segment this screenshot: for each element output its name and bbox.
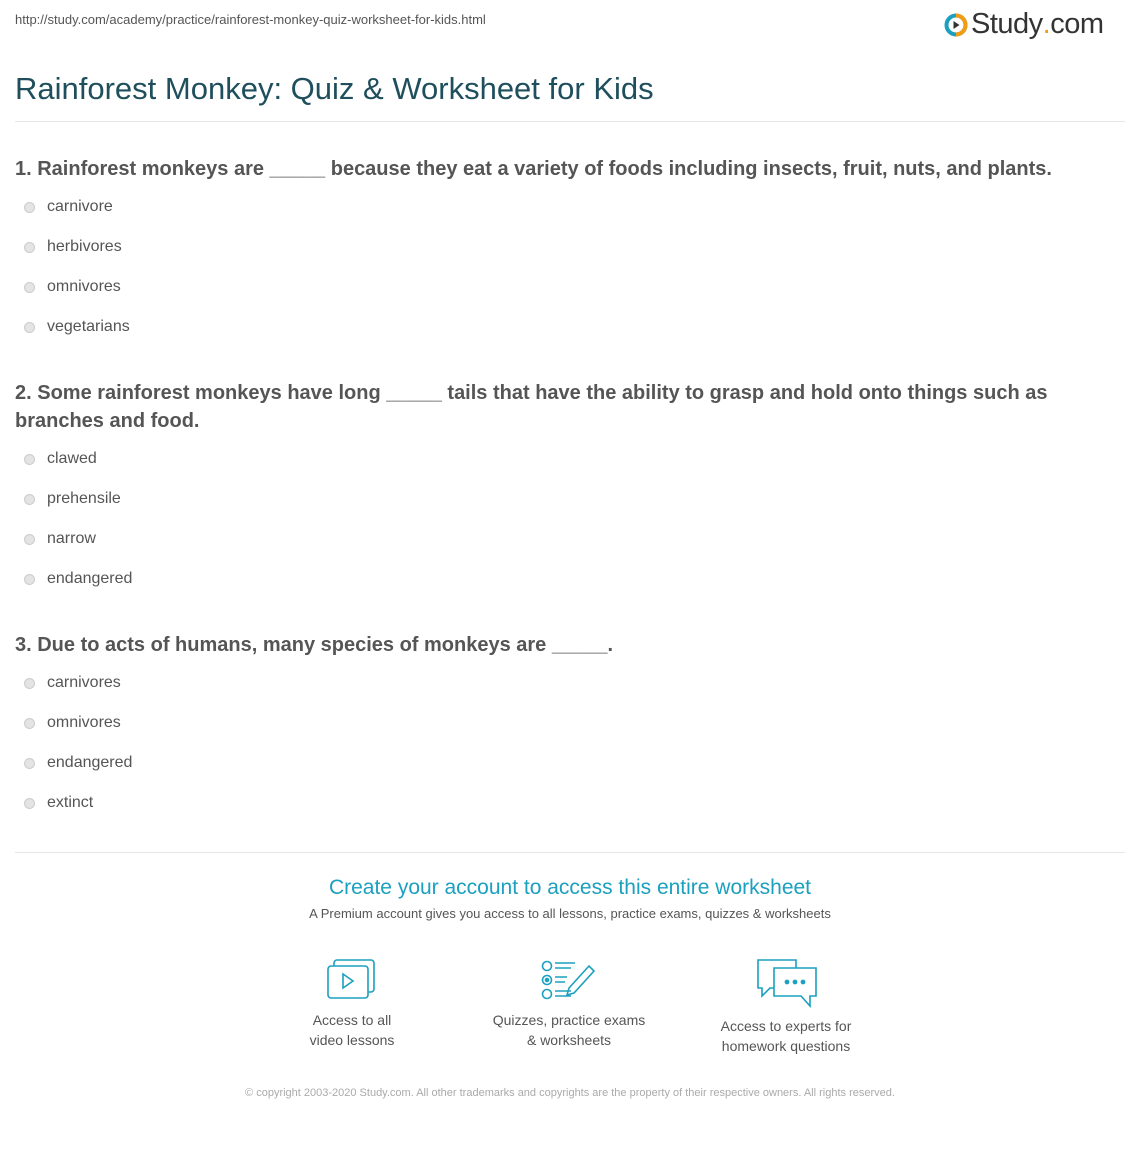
study-logo[interactable] bbox=[944, 8, 1104, 41]
copyright-footer: © copyright 2003-2020 Study.com. All other trademarks and copyrights are the property of their respective owners. All rights reserved. bbox=[245, 1087, 895, 1099]
radio-button[interactable] bbox=[24, 454, 35, 465]
option-label: endangered bbox=[47, 570, 133, 587]
radio-button[interactable] bbox=[24, 202, 35, 213]
answer-option[interactable] bbox=[24, 530, 96, 548]
feature-quizzes bbox=[469, 958, 669, 1050]
feature-video-lessons bbox=[252, 958, 452, 1050]
answer-option[interactable] bbox=[24, 714, 121, 732]
feature-line: & worksheets bbox=[526, 1032, 612, 1048]
radio-button[interactable] bbox=[24, 322, 35, 333]
feature-line: homework questions bbox=[721, 1038, 851, 1054]
cta-subtext: A Premium account gives you access to all lessons, practice exams, quizzes & worksheets bbox=[309, 906, 831, 921]
radio-button[interactable] bbox=[24, 758, 35, 769]
chat-experts-icon bbox=[754, 958, 818, 1008]
answer-option[interactable] bbox=[24, 794, 93, 812]
radio-button[interactable] bbox=[24, 798, 35, 809]
option-label: endangered bbox=[47, 754, 133, 771]
quiz-worksheet-icon bbox=[541, 958, 597, 1002]
question-text: 1. Rainforest monkeys are _____ because they eat a variety of foods including insects, fruit, nuts, and plants. bbox=[15, 158, 1052, 180]
cta-heading[interactable]: Create your account to access this entire worksheet bbox=[328, 876, 812, 899]
answer-option[interactable] bbox=[24, 198, 113, 216]
answer-option[interactable] bbox=[24, 450, 97, 468]
option-label: omnivores bbox=[47, 278, 121, 295]
divider bbox=[15, 121, 1125, 122]
play-logo-icon bbox=[944, 13, 968, 37]
feature-line: Quizzes, practice exams bbox=[492, 1012, 646, 1028]
option-label: narrow bbox=[47, 530, 96, 547]
radio-button[interactable] bbox=[24, 574, 35, 585]
answer-option[interactable] bbox=[24, 318, 130, 336]
feature-experts bbox=[686, 958, 886, 1056]
page-url: http://study.com/academy/practice/rainforest-monkey-quiz-worksheet-for-kids.html bbox=[15, 12, 486, 27]
answer-option[interactable] bbox=[24, 238, 122, 256]
radio-button[interactable] bbox=[24, 534, 35, 545]
question-text: 3. Due to acts of humans, many species of monkeys are _____. bbox=[15, 634, 614, 656]
page-title: Rainforest Monkey: Quiz & Worksheet for Kids bbox=[15, 71, 654, 106]
logo-dot: . bbox=[1042, 8, 1051, 40]
answer-option[interactable] bbox=[24, 674, 121, 692]
answer-option[interactable] bbox=[24, 570, 132, 588]
option-label: extinct bbox=[47, 794, 94, 811]
option-label: clawed bbox=[47, 450, 97, 467]
feature-line: Access to all bbox=[312, 1012, 392, 1028]
question-text: 2. Some rainforest monkeys have long _____ tails that have the ability to grasp and hold onto things such as branches and food. bbox=[15, 382, 1048, 432]
answer-option[interactable] bbox=[24, 754, 132, 772]
option-label: prehensile bbox=[47, 490, 121, 507]
radio-button[interactable] bbox=[24, 494, 35, 505]
option-label: carnivore bbox=[47, 198, 113, 215]
radio-button[interactable] bbox=[24, 678, 35, 689]
feature-line: Access to experts for bbox=[720, 1018, 852, 1034]
option-label: carnivores bbox=[47, 674, 121, 691]
radio-button[interactable] bbox=[24, 718, 35, 729]
option-label: omnivores bbox=[47, 714, 121, 731]
logo-name: Study bbox=[971, 8, 1043, 40]
option-label: vegetarians bbox=[47, 318, 130, 335]
answer-option[interactable] bbox=[24, 278, 121, 296]
divider bbox=[15, 852, 1125, 853]
radio-button[interactable] bbox=[24, 242, 35, 253]
video-lessons-icon bbox=[326, 958, 378, 1002]
answer-option[interactable] bbox=[24, 490, 121, 508]
feature-line: video lessons bbox=[309, 1032, 395, 1048]
option-label: herbivores bbox=[47, 238, 122, 255]
radio-button[interactable] bbox=[24, 282, 35, 293]
logo-tld: com bbox=[1050, 8, 1104, 40]
